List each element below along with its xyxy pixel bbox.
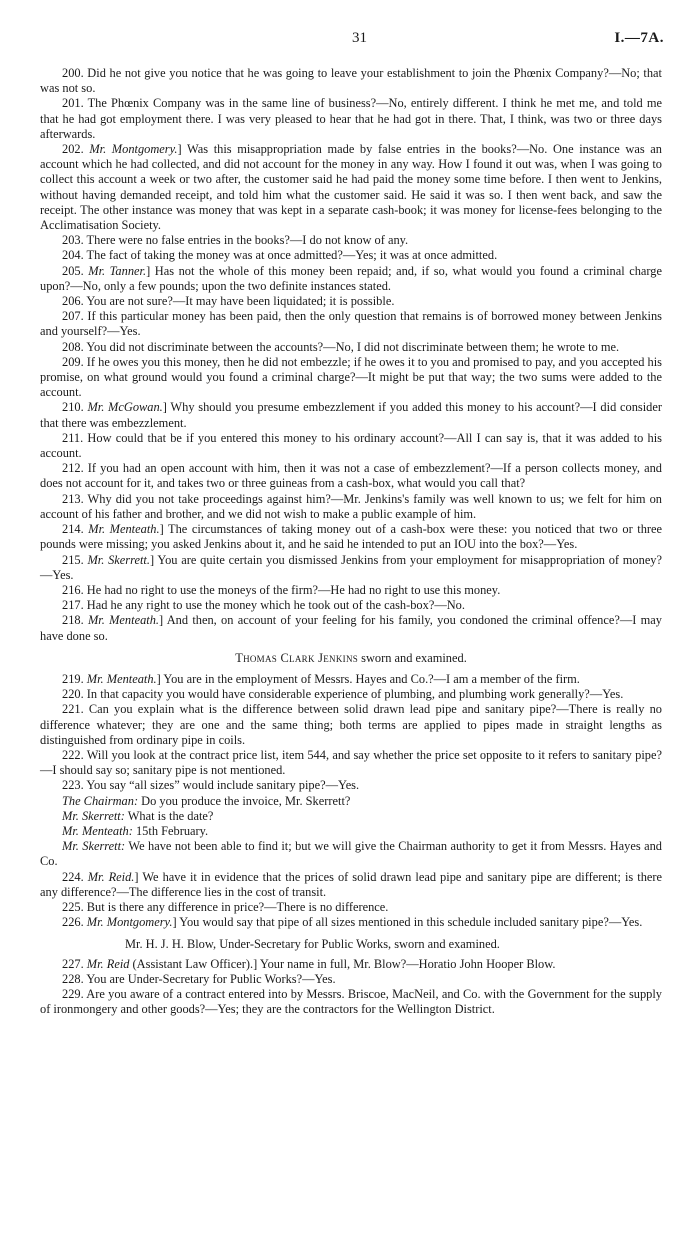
question-paragraph	[40, 96, 662, 142]
question-paragraph	[40, 809, 662, 824]
question-paragraph	[40, 264, 662, 294]
evidence-section-3	[40, 957, 662, 1018]
witness-heading-jenkins	[40, 651, 662, 666]
question-paragraph	[40, 340, 662, 355]
question-paragraph	[40, 66, 662, 96]
question-paragraph	[40, 400, 662, 430]
question-text: 225. But is there any difference in price?—There is no difference.	[62, 899, 389, 914]
speaker-name: The Chairman:	[62, 793, 139, 808]
question-paragraph	[40, 309, 662, 339]
question-paragraph	[40, 672, 662, 687]
question-text: We have not been able to find it; but we will give the Chairman authority to get it from Messrs. Hayes and Co.	[40, 839, 663, 869]
question-paragraph	[40, 839, 662, 869]
speaker-name: Mr. McGowan.	[87, 400, 163, 415]
question-text: 201. The Phœnix Company was in the same line of business?—No, entirely different. I think he met me, and told me that he had got employment there. I was very pleased to hear that he had got in there. That, I think, was two or three days afterwards.	[40, 96, 662, 141]
question-number: 224.	[62, 869, 88, 884]
question-paragraph	[40, 583, 662, 598]
question-paragraph	[40, 248, 662, 263]
question-number: 219.	[62, 671, 87, 686]
speaker-name: Mr. Menteath.	[87, 613, 160, 628]
question-number: 215.	[62, 552, 88, 567]
question-text: 228. You are Under-Secretary for Public Works?—Yes.	[62, 971, 336, 986]
page-number: 31	[352, 30, 367, 46]
question-text: 223. You say “all sizes” would include sanitary pipe?—Yes.	[62, 778, 360, 793]
speaker-name: Mr. Reid	[86, 956, 130, 971]
question-text: 213. Why did you not take proceedings against him?—Mr. Jenkins's family was well known to us; we felt for him on account of his father and brother, and we did not wish to make a public example of him.	[40, 491, 662, 521]
question-paragraph	[40, 233, 662, 248]
question-text: ] We have it in evidence that the prices of solid drawn lead pipe and sanitary pipe are different; is there any difference?—The difference lies in the cost of transit.	[40, 869, 663, 899]
question-text: ] Was this misappropriation made by false entries in the books?—No. One instance was an account which he had collected, and did not account for the money in any way. How I found it out was, when I was going to collect this account a week or two after, the customer said he had paid the money some time before. I then went to Jenkins, without having demanded receipt, and told him what the customer said. He said it was so. I then went back, and saw the receipt. The other instance was money that was kept in a separate cash-book; it was money for license-fees belonging to the Acclimatisation Society.	[40, 142, 663, 233]
witness-heading-blow: Mr. H. J. H. Blow, Under-Secretary for Public Works, sworn and examined.	[125, 937, 500, 952]
page-body	[40, 66, 662, 1017]
speaker-name: Mr. Reid.	[87, 869, 135, 884]
question-text: 203. There were no false entries in the books?—I do not know of any.	[62, 233, 409, 248]
page-header	[0, 30, 700, 50]
question-paragraph	[40, 987, 662, 1017]
question-text: 212. If you had an open account with him, then it was not a case of embezzlement?—If a person collects money, and does not account for it, and takes two or three guineas from a cash-box, what would you call that?	[40, 461, 662, 491]
question-text: 200. Did he not give you notice that he was going to leave your establishment to join the Phœnix Company?—No; that was not so.	[40, 66, 662, 96]
question-text: 207. If this particular money has been paid, then the only question that remains is of borrowed money between Jenkins and yourself?—Yes.	[40, 309, 662, 339]
speaker-name: Mr. Tanner.	[88, 263, 147, 278]
question-text: 220. In that capacity you would have considerable experience of plumbing, and plumbing work generally?—Yes.	[62, 687, 624, 702]
question-paragraph	[40, 687, 662, 702]
question-paragraph	[40, 778, 662, 793]
question-paragraph	[40, 613, 662, 643]
question-paragraph	[40, 824, 662, 839]
question-paragraph	[40, 972, 662, 987]
question-paragraph	[40, 461, 662, 491]
question-number: 210.	[62, 400, 88, 415]
question-paragraph	[40, 702, 662, 748]
question-text: 229. Are you aware of a contract entered into by Messrs. Briscoe, MacNeil, and Co. with the Government for the supply of ironmongery and other goods?—Yes; they are the contractors for the Wellington District.	[40, 986, 662, 1017]
speaker-name: Mr. Montgomery.	[89, 142, 178, 157]
evidence-section-1	[40, 66, 662, 644]
question-text: ] You are quite certain you dismissed Jenkins from your employment for misappropriation of money?—Yes.	[40, 552, 663, 582]
speaker-name: Mr. Montgomery.	[86, 915, 173, 930]
question-paragraph	[40, 355, 662, 401]
question-text: (Assistant Law Officer).] Your name in full, Mr. Blow?—Horatio John Hooper Blow.	[129, 956, 556, 971]
question-text: 206. You are not sure?—It may have been liquidated; it is possible.	[62, 294, 395, 309]
question-paragraph	[40, 748, 662, 778]
question-paragraph	[40, 900, 662, 915]
speaker-name: Mr. Menteath.	[86, 671, 157, 686]
witness-suffix: sworn and examined.	[358, 650, 467, 665]
witness-name: Thomas Clark Jenkins	[235, 650, 359, 665]
speaker-name: Mr. Skerrett:	[62, 839, 126, 854]
question-text: ] And then, on account of your feeling for his family, you condoned the criminal offence?—I may have done so.	[40, 613, 663, 643]
question-number: 214.	[62, 522, 89, 537]
question-text: 15th February.	[132, 823, 209, 838]
question-paragraph	[40, 492, 662, 522]
question-text: ] You would say that pipe of all sizes mentioned in this schedule included sanitary pipe?—Yes.	[172, 915, 643, 930]
question-paragraph	[40, 957, 662, 972]
speaker-name: Mr. Menteath.	[88, 522, 160, 537]
question-text: ] Why should you presume embezzlement if you added this money to his account?—I did consider that there was embezzlement.	[40, 400, 662, 430]
question-text: 204. The fact of taking the money was at once admitted?—Yes; it was at once admitted.	[62, 248, 498, 263]
question-number: 202.	[62, 142, 90, 157]
question-paragraph	[40, 294, 662, 309]
question-paragraph	[40, 915, 662, 930]
question-number: 205.	[62, 263, 89, 278]
evidence-section-2	[40, 672, 662, 930]
question-paragraph	[40, 522, 662, 552]
question-number: 218.	[62, 613, 88, 628]
question-text: 217. Had he any right to use the money which he took out of the cash-box?—No.	[62, 598, 465, 613]
question-text: 216. He had no right to use the moneys of the firm?—He had no right to use this money.	[62, 582, 501, 597]
question-text: ] The circumstances of taking money out of a cash-box were these: you noticed that two or three pounds were missing; you asked Jenkins about it, and he said he intended to put an IOU into the box?—Yes.	[40, 522, 663, 552]
question-text: 208. You did not discriminate between the accounts?—No, I did not discriminate between them; he wrote to me.	[62, 339, 620, 354]
question-paragraph	[40, 870, 662, 900]
question-paragraph	[40, 431, 662, 461]
question-text: 221. Can you explain what is the difference between solid drawn lead pipe and sanitary pipe?—There is really no difference whatever; they are one and the same thing; both terms are applied to pipes made in straight lengths as distinguished from ordinary pipe in coils.	[40, 702, 662, 747]
question-paragraph	[40, 553, 662, 583]
question-paragraph	[40, 794, 662, 809]
question-text: 209. If he owes you this money, then he did not embezzle; if he owes it to you and promised to pay, and you accepted his promise, on what ground would you found a criminal charge?—It might be put that way; the two sums were added to the account.	[40, 354, 662, 400]
question-text: Do you produce the invoice, Mr. Skerrett?	[138, 793, 351, 808]
question-text: ] You are in the employment of Messrs. Hayes and Co.?—I am a member of the firm.	[156, 671, 580, 686]
question-text: What is the date?	[124, 808, 214, 823]
document-reference: I.—7A.	[614, 30, 664, 46]
speaker-name: Mr. Skerrett.	[87, 552, 150, 567]
speaker-name: Mr. Skerrett:	[62, 808, 125, 823]
question-text: ] Has not the whole of this money been repaid; and, if so, what would you found a criminal charge upon?—No, only a few pounds; upon the two definite instances stated.	[40, 263, 663, 293]
question-paragraph	[40, 142, 662, 233]
question-text: 222. Will you look at the contract price list, item 544, and say whether the price set opposite to it refers to sanitary pipe?—I should say so; sanitary pipe is not mentioned.	[40, 747, 662, 778]
question-number: 227.	[62, 956, 87, 971]
question-paragraph	[40, 598, 662, 613]
question-number: 226.	[62, 915, 87, 930]
speaker-name: Mr. Menteath:	[62, 823, 133, 838]
question-text: 211. How could that be if you entered this money to his ordinary account?—All I can say is, that it was added to his account.	[40, 430, 662, 461]
